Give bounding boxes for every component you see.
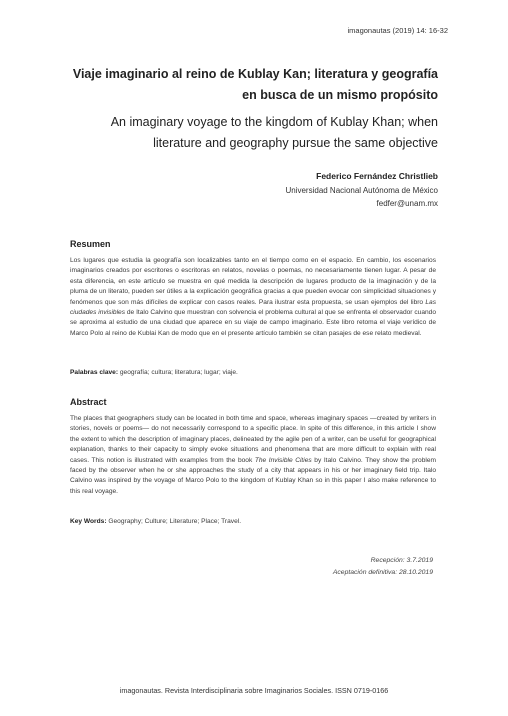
resumen-book-title: Las ciudades invisibles xyxy=(70,298,436,317)
abstract-text-1: The places that geographers study can be located in both time and space, whereas imaginary spaces —created by writers in stories, novels or poems— do not necessarily correspond to a specific place. In spite of this difference, in this article I show the extent to which the description of imaginary places, delineated by the agile pen of a writer, can be useful for geographical explanation, thanks to their capacity to simply evoke situations and phenomena that are more difficult to explain with real cases. This notion is illustrated with examples from the book xyxy=(70,415,436,464)
abstract-keywords-label: Key Words: xyxy=(70,518,107,525)
resumen-heading: Resumen xyxy=(70,239,111,249)
author-email: fedfer@unam.mx xyxy=(376,199,438,208)
running-head: imagonautas (2019) 14: 16-32 xyxy=(347,26,448,35)
title-english: An imaginary voyage to the kingdom of Kublay Khan; when literature and geography pursue the same objective xyxy=(110,115,438,150)
abstract-keywords-list: Geography; Culture; Literature; Place; Travel. xyxy=(106,518,242,525)
abstract-text-2: by Italo Calvino. They show the problem faced by the observer when he or she approaches the study of a city that appears in his or her imaginary field trip. Italo Calvino was inspired by the voyage of Marco Polo to the kingdom of Kublay Khan so in this paper I also make reference to this real voyage. xyxy=(70,456,436,495)
abstract-keywords xyxy=(70,517,436,527)
abstract-heading: Abstract xyxy=(70,397,107,407)
resumen-keywords-list: geografía; cultura; literatura; lugar; viaje. xyxy=(118,369,238,376)
resumen-keywords xyxy=(70,368,436,378)
resumen-paragraph xyxy=(70,256,436,339)
received-date: Recepción: 3.7.2019 xyxy=(370,557,433,564)
resumen-keywords-label: Palabras clave: xyxy=(70,369,119,376)
abstract-book-title: The Invisible Cities xyxy=(254,456,312,464)
abstract-paragraph xyxy=(70,414,436,497)
resumen-text-2: de Italo Calvino que muestran con solvencia el problema cultural al que se enfrenta el observador cuando se aproxima al estudio de una ciudad que aparece en su viaje de campo imaginario. Este libro retoma el viaje verídico de Marco Polo al reino de Kublai Kan de modo que en el presente artículo también se citan pasajes de ese relato medieval. xyxy=(70,309,436,337)
author-name: Federico Fernández Christlieb xyxy=(316,171,438,181)
resumen-text-1: Los lugares que estudia la geografía son localizables tanto en el tiempo como en el espacio. En cambio, los escenarios imaginarios creados por escritores o escritoras en relatos, novelas o poemas, no necesariamente tienen lugar. A pesar de esta diferencia, en este artículo se muestra en qué medida la descripción de lugares producto de la imaginación y de la pluma de un literato, pueden ser útiles a la explicación geográfica gracias a que pueden evocar con simplicidad situaciones y fenómenos que son más difíciles de explicar con casos reales. Para ilustrar esta propuesta, se usan ejemplos del libro xyxy=(70,257,436,306)
page-footer: imagonautas. Revista Interdisciplinaria sobre Imaginarios Sociales. ISSN 0719-0166 xyxy=(119,686,389,695)
accepted-date: Aceptación definitiva: 28.10.2019 xyxy=(332,569,433,576)
title-spanish: Viaje imaginario al reino de Kublay Kan; literatura y geografía en busca de un mismo propósito xyxy=(72,67,438,102)
author-affiliation: Universidad Nacional Autónoma de México xyxy=(285,186,438,195)
